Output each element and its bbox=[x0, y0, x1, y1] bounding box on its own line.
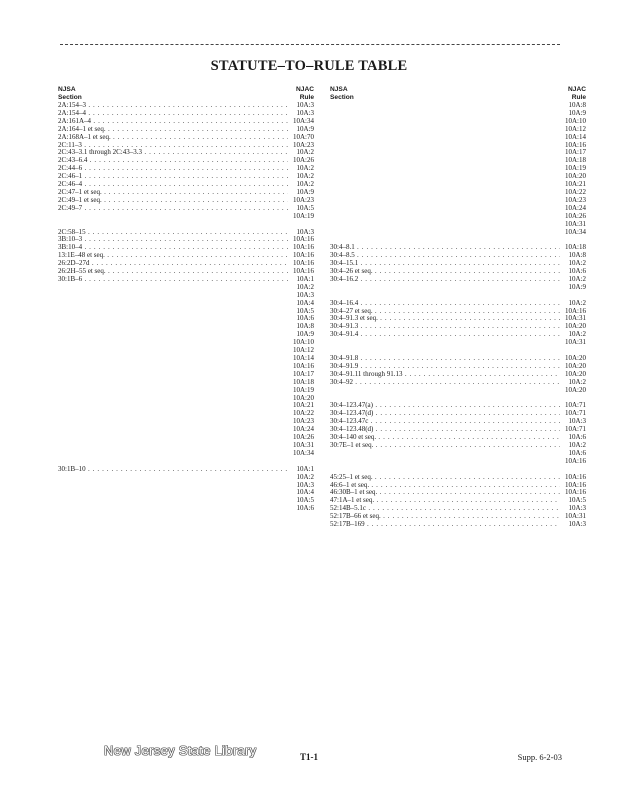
rule-cell: 10A:21 bbox=[565, 180, 586, 189]
rule-cell: 10A:23 bbox=[565, 195, 586, 204]
rule-cell: 10A:2 bbox=[296, 472, 314, 481]
rule-cell: 10A:8 bbox=[568, 101, 586, 109]
table-row bbox=[58, 466, 314, 474]
table-row bbox=[58, 339, 314, 347]
rule-cell: 10A:17 bbox=[293, 369, 314, 378]
statute-section: 30:4–15.1 . . . bbox=[330, 260, 560, 268]
njsa-header: NJSA bbox=[58, 86, 76, 93]
table-row bbox=[330, 118, 586, 126]
table-row bbox=[58, 260, 314, 268]
rule-cell: 10A:3 bbox=[568, 417, 586, 426]
rule-cell: 10A:9 bbox=[568, 108, 586, 117]
rule-cell: 10A:23 bbox=[293, 140, 314, 149]
njsa-header: NJSA bbox=[330, 86, 348, 93]
rule-cell: 10A:18 bbox=[565, 156, 586, 165]
rule-cell: 10A:19 bbox=[293, 211, 314, 220]
table-row bbox=[58, 173, 314, 181]
statute-section: 2C:44–6 . . . bbox=[58, 165, 288, 173]
right-column bbox=[330, 86, 586, 529]
rule-cell: 10A:4 bbox=[296, 488, 314, 497]
statute-section: 30:4–91.11 through 91.13 . . . bbox=[330, 371, 560, 379]
table-row bbox=[330, 442, 586, 450]
table-row bbox=[330, 149, 586, 157]
table-row bbox=[330, 189, 586, 197]
rule-cell: 10A:24 bbox=[293, 425, 314, 434]
rule-cell: 10A:2 bbox=[568, 259, 586, 268]
rule-cell: 10A:6 bbox=[568, 433, 586, 442]
rule-cell: 10A:31 bbox=[565, 314, 586, 323]
top-dashed-rule bbox=[60, 44, 560, 45]
table-row bbox=[330, 252, 586, 260]
library-stamp: New Jersey State Library bbox=[104, 743, 257, 758]
table-row bbox=[58, 355, 314, 363]
statute-section: 30:4–16.2 . . . bbox=[330, 276, 560, 284]
table-row bbox=[58, 165, 314, 173]
rule-cell: 10A:16 bbox=[565, 480, 586, 489]
table-row bbox=[58, 134, 314, 142]
rule-cell: 10A:9 bbox=[568, 282, 586, 291]
statute-section: 2A:154–4 . . . bbox=[58, 110, 288, 118]
rule-cell: 10A:20 bbox=[565, 361, 586, 370]
table-row bbox=[58, 379, 314, 387]
rule-cell: 10A:26 bbox=[293, 156, 314, 165]
table-row bbox=[58, 489, 314, 497]
rule-cell: 10A:16 bbox=[293, 235, 314, 244]
table-row bbox=[330, 260, 586, 268]
rule-cell: 10A:14 bbox=[565, 132, 586, 141]
statute-section: 2C:11–3 . . . bbox=[58, 142, 288, 150]
statute-section: 52:17B–169 . . . bbox=[330, 521, 560, 529]
statute-section: 30:1B–10 . . . bbox=[58, 466, 288, 474]
table-row bbox=[330, 134, 586, 142]
table-row bbox=[58, 450, 314, 458]
njac-header: NJAC bbox=[568, 86, 586, 93]
table-row bbox=[58, 268, 314, 276]
statute-section: 30:7E–1 et seq. . . . bbox=[330, 442, 560, 450]
table-row bbox=[330, 339, 586, 347]
supplement-date: Supp. 6-2-03 bbox=[517, 752, 562, 762]
table-row bbox=[330, 489, 586, 497]
table-row bbox=[58, 300, 314, 308]
section-header: Section bbox=[58, 93, 82, 101]
rule-cell: 10A:20 bbox=[565, 369, 586, 378]
rule-cell: 10A:2 bbox=[296, 282, 314, 291]
rule-cell: 10A:1 bbox=[296, 274, 314, 283]
statute-section: 26:2H–55 et seq. . . . bbox=[58, 268, 288, 276]
rule-cell: 10A:18 bbox=[565, 243, 586, 252]
table-row bbox=[58, 426, 314, 434]
statute-section: 30:4–91.8 . . . bbox=[330, 355, 560, 363]
rule-cell: 10A:16 bbox=[293, 259, 314, 268]
table-row bbox=[330, 331, 586, 339]
rule-cell: 10A:20 bbox=[565, 322, 586, 331]
table-row bbox=[330, 482, 586, 490]
rule-cell: 10A:8 bbox=[296, 322, 314, 331]
rule-cell: 10A:31 bbox=[293, 440, 314, 449]
table-row bbox=[330, 434, 586, 442]
rule-cell: 10A:4 bbox=[296, 298, 314, 307]
rule-cell: 10A:5 bbox=[296, 203, 314, 212]
table-row bbox=[330, 497, 586, 505]
table-row bbox=[330, 355, 586, 363]
table-row bbox=[58, 102, 314, 110]
rule-cell: 10A:2 bbox=[296, 180, 314, 189]
rule-cell: 10A:5 bbox=[296, 496, 314, 505]
rule-cell: 10A:2 bbox=[568, 330, 586, 339]
right-table-body bbox=[330, 102, 586, 529]
page-title: STATUTE–TO–RULE TABLE bbox=[210, 58, 408, 74]
statute-section: 30:4–8.5 . . . bbox=[330, 252, 560, 260]
rule-cell: 10A:6 bbox=[568, 267, 586, 276]
rule-cell: 10A:34 bbox=[565, 227, 586, 236]
rule-cell: 10A:22 bbox=[293, 409, 314, 418]
table-row bbox=[58, 276, 314, 284]
rule-cell: 10A:3 bbox=[296, 227, 314, 236]
rule-cell: 10A:2 bbox=[296, 172, 314, 181]
rule-cell: 10A:6 bbox=[296, 504, 314, 513]
rule-cell: 10A:3 bbox=[296, 290, 314, 299]
table-row bbox=[330, 410, 586, 418]
rule-cell: 10A:16 bbox=[565, 140, 586, 149]
rule-cell: 10A:14 bbox=[293, 354, 314, 362]
rule-cell: 10A:20 bbox=[565, 354, 586, 362]
rule-cell: 10A:2 bbox=[568, 274, 586, 283]
table-row bbox=[330, 458, 586, 466]
table-row bbox=[58, 308, 314, 316]
statute-section: 2A:161A–4 . . . bbox=[58, 118, 288, 126]
statute-section: 30:4–26 et seq. . . . bbox=[330, 268, 560, 276]
statute-section: 30:4–91.4 . . . bbox=[330, 331, 560, 339]
rule-cell: 10A:2 bbox=[568, 298, 586, 307]
table-row bbox=[58, 331, 314, 339]
table-row bbox=[58, 229, 314, 237]
rule-cell: 10A:31 bbox=[565, 219, 586, 228]
table-row bbox=[58, 482, 314, 490]
rule-cell: 10A:5 bbox=[296, 306, 314, 315]
left-table-body bbox=[58, 102, 314, 513]
page-number: T1-1 bbox=[300, 752, 318, 762]
table-row bbox=[58, 252, 314, 260]
rule-cell: 10A:12 bbox=[565, 124, 586, 133]
table-row bbox=[58, 323, 314, 331]
statute-section: 3B:10–3 . . . bbox=[58, 236, 288, 244]
rule-cell: 10A:71 bbox=[565, 401, 586, 410]
statute-section: 2C:43–3.1 through 2C:43–3.3 . . . bbox=[58, 149, 288, 157]
rule-cell: 10A:2 bbox=[568, 440, 586, 449]
rule-cell: 10A:16 bbox=[293, 267, 314, 276]
rule-cell: 10A:1 bbox=[296, 464, 314, 473]
statute-section: 2C:49–1 et seq. . . . bbox=[58, 197, 288, 205]
statute-section: 2C:43–6.4 . . . bbox=[58, 157, 288, 165]
table-row bbox=[58, 315, 314, 323]
table-row bbox=[330, 363, 586, 371]
table-row bbox=[58, 189, 314, 197]
rule-cell: 10A:70 bbox=[293, 132, 314, 141]
table-row bbox=[330, 165, 586, 173]
table-row bbox=[330, 474, 586, 482]
rule-cell: 10A:16 bbox=[293, 243, 314, 252]
rule-cell: 10A:18 bbox=[293, 377, 314, 386]
statute-section: 30:4–91.9 . . . bbox=[330, 363, 560, 371]
table-row bbox=[330, 379, 586, 387]
table-row bbox=[58, 395, 314, 403]
table-row bbox=[330, 110, 586, 118]
table-row bbox=[330, 418, 586, 426]
statute-section: 30:4–92 . . . bbox=[330, 379, 560, 387]
table-row bbox=[330, 284, 586, 292]
statute-section: 45:25–1 et seq. . . . bbox=[330, 474, 560, 482]
rule-cell: 10A:16 bbox=[565, 306, 586, 315]
statute-section: 2C:46–4 . . . bbox=[58, 181, 288, 189]
rule-cell: 10A:26 bbox=[565, 211, 586, 220]
statute-section: 47:1A–1 et seq. . . . bbox=[330, 497, 560, 505]
table-row bbox=[58, 197, 314, 205]
table-row bbox=[330, 323, 586, 331]
rule-cell: 10A:5 bbox=[568, 496, 586, 505]
table-row bbox=[330, 387, 586, 395]
statute-section: 2A:154–3 . . . bbox=[58, 102, 288, 110]
right-column-header bbox=[330, 86, 586, 102]
table-row bbox=[58, 236, 314, 244]
table-row bbox=[58, 410, 314, 418]
rule-cell: 10A:10 bbox=[293, 338, 314, 347]
statute-section: 30:4–140 et seq. . . . bbox=[330, 434, 560, 442]
statute-section: 30:4–91.3 . . . bbox=[330, 323, 560, 331]
rule-cell: 10A:3 bbox=[568, 504, 586, 513]
table-row bbox=[330, 229, 586, 237]
statute-section: 30:4–123.47(a) . . . bbox=[330, 402, 560, 410]
statute-section: 52:17B–66 et seq. . . . bbox=[330, 513, 560, 521]
table-row bbox=[330, 181, 586, 189]
table-row bbox=[330, 315, 586, 323]
rule-cell: 10A:20 bbox=[565, 385, 586, 394]
statute-section: 30:1B–6 . . . bbox=[58, 276, 288, 284]
left-column-header bbox=[58, 86, 314, 102]
table-row bbox=[330, 157, 586, 165]
table-row bbox=[58, 126, 314, 134]
statute-section: 52:14B–5.1c . . . bbox=[330, 505, 560, 513]
rule-header: Rule bbox=[571, 93, 586, 101]
table-row bbox=[330, 308, 586, 316]
rule-cell: 10A:16 bbox=[565, 488, 586, 497]
njac-header: NJAC bbox=[296, 86, 314, 93]
rule-cell: 10A:20 bbox=[565, 172, 586, 181]
table-row bbox=[58, 363, 314, 371]
table-row bbox=[330, 450, 586, 458]
rule-cell: 10A:21 bbox=[293, 401, 314, 410]
statute-section: 3B:10–4 . . . bbox=[58, 244, 288, 252]
rule-cell: 10A:2 bbox=[296, 148, 314, 157]
table-row bbox=[58, 347, 314, 355]
rule-header: Rule bbox=[299, 93, 314, 101]
rule-cell: 10A:8 bbox=[568, 251, 586, 260]
table-row bbox=[330, 371, 586, 379]
rule-cell: 10A:12 bbox=[293, 346, 314, 355]
rule-cell: 10A:6 bbox=[568, 448, 586, 457]
table-row bbox=[330, 213, 586, 221]
statute-section: 26:2D–27d . . . bbox=[58, 260, 288, 268]
rule-cell: 10A:3 bbox=[296, 101, 314, 109]
statute-section: 2C:47–1 et seq. . . . bbox=[58, 189, 288, 197]
table-row bbox=[330, 221, 586, 229]
table-row bbox=[58, 181, 314, 189]
rule-cell: 10A:19 bbox=[565, 164, 586, 173]
statute-section: 2C:46–1 . . . bbox=[58, 173, 288, 181]
rule-cell: 10A:3 bbox=[568, 520, 586, 529]
rule-cell: 10A:31 bbox=[565, 512, 586, 521]
table-row bbox=[58, 284, 314, 292]
statute-section: 46:6–1 et seq. . . . bbox=[330, 482, 560, 490]
rule-cell: 10A:23 bbox=[293, 195, 314, 204]
statute-section: 30:4–123.47(d) . . . bbox=[330, 410, 560, 418]
left-column bbox=[58, 86, 314, 513]
table-row bbox=[58, 505, 314, 513]
table-row bbox=[58, 418, 314, 426]
rule-cell: 10A:16 bbox=[293, 251, 314, 260]
statute-section: 46:30B–1 et seq. . . . bbox=[330, 489, 560, 497]
table-row bbox=[330, 268, 586, 276]
rule-cell: 10A:34 bbox=[293, 448, 314, 457]
statute-section: 2C:49–7 . . . bbox=[58, 205, 288, 213]
rule-cell: 10A:22 bbox=[565, 187, 586, 196]
rule-cell: 10A:24 bbox=[565, 203, 586, 212]
rule-cell: 10A:16 bbox=[293, 361, 314, 370]
statute-section: 30:4–123.48(d) . . . bbox=[330, 426, 560, 434]
rule-cell: 10A:16 bbox=[565, 472, 586, 481]
table-row bbox=[58, 110, 314, 118]
rule-cell: 10A:3 bbox=[296, 108, 314, 117]
table-row bbox=[58, 118, 314, 126]
table-row bbox=[58, 244, 314, 252]
rule-cell: 10A:19 bbox=[293, 385, 314, 394]
table-row bbox=[58, 142, 314, 150]
table-row bbox=[58, 434, 314, 442]
rule-cell: 10A:16 bbox=[565, 456, 586, 465]
rule-cell: 10A:10 bbox=[565, 116, 586, 125]
table-row bbox=[58, 371, 314, 379]
table-row bbox=[58, 292, 314, 300]
table-row bbox=[330, 402, 586, 410]
table-row bbox=[330, 205, 586, 213]
table-row bbox=[330, 505, 586, 513]
rule-cell: 10A:34 bbox=[293, 116, 314, 125]
table-row bbox=[330, 513, 586, 521]
statute-section: 2A:168A–1 et seq. . . . bbox=[58, 134, 288, 142]
statute-section: 30:4–123.47c . . . bbox=[330, 418, 560, 426]
table-row bbox=[58, 387, 314, 395]
table-row bbox=[330, 102, 586, 110]
rule-cell: 10A:20 bbox=[293, 393, 314, 402]
rule-cell: 10A:71 bbox=[565, 425, 586, 434]
rule-cell: 10A:2 bbox=[568, 377, 586, 386]
table-row bbox=[58, 157, 314, 165]
rule-cell: 10A:9 bbox=[296, 124, 314, 133]
table-row bbox=[58, 149, 314, 157]
table-row bbox=[58, 213, 314, 221]
section-header: Section bbox=[330, 93, 354, 101]
rule-cell: 10A:3 bbox=[296, 480, 314, 489]
table-row bbox=[330, 173, 586, 181]
table-row bbox=[58, 442, 314, 450]
table-row bbox=[58, 205, 314, 213]
statute-section: 2A:164–1 et seq. . . . bbox=[58, 126, 288, 134]
table-row bbox=[330, 300, 586, 308]
table-row bbox=[330, 244, 586, 252]
table-row bbox=[58, 497, 314, 505]
table-row bbox=[330, 426, 586, 434]
rule-cell: 10A:9 bbox=[296, 187, 314, 196]
rule-cell: 10A:2 bbox=[296, 164, 314, 173]
table-row bbox=[330, 521, 586, 529]
rule-cell: 10A:17 bbox=[565, 148, 586, 157]
statute-section: 2C:58–15 . . . bbox=[58, 229, 288, 237]
table-row bbox=[330, 126, 586, 134]
statute-section: 30:4–91.3 et seq. . . . bbox=[330, 315, 560, 323]
rule-cell: 10A:26 bbox=[293, 433, 314, 442]
table-row bbox=[330, 142, 586, 150]
statute-section: 30:4–27 et seq. . . . bbox=[330, 308, 560, 316]
rule-cell: 10A:31 bbox=[565, 338, 586, 347]
rule-cell: 10A:9 bbox=[296, 330, 314, 339]
table-row bbox=[58, 474, 314, 482]
rule-cell: 10A:23 bbox=[293, 417, 314, 426]
table-row bbox=[330, 197, 586, 205]
rule-cell: 10A:71 bbox=[565, 409, 586, 418]
statute-section: 13:1E–48 et seq. . . . bbox=[58, 252, 288, 260]
rule-cell: 10A:6 bbox=[296, 314, 314, 323]
table-row bbox=[58, 402, 314, 410]
statute-section: 30:4–8.1 . . . bbox=[330, 244, 560, 252]
table-row bbox=[330, 276, 586, 284]
statute-section: 30:4–16.4 . . . bbox=[330, 300, 560, 308]
